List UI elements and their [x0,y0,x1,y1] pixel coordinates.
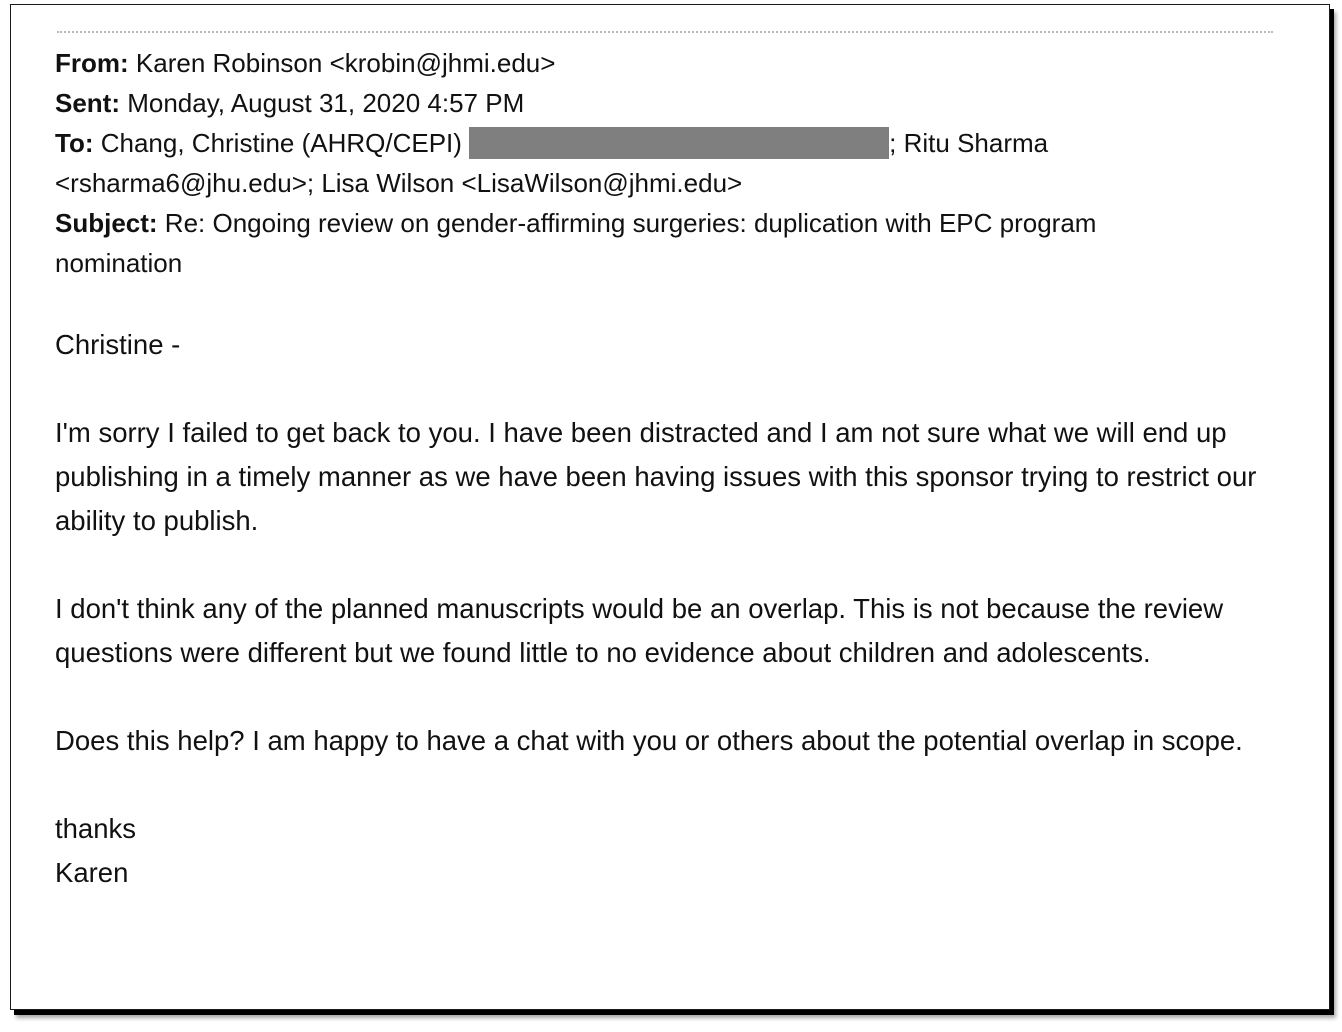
subject-row-continued: nomination [55,248,183,278]
closing: thanks [55,813,137,844]
header-divider [57,31,1273,33]
to-value-prefix: Chang, Christine (AHRQ/CEPI) [93,128,470,158]
paragraph-2: I don't think any of the planned manuscripts would be an overlap. This is not because the review questions were different but we found little to no evidence about children and adolescents. [55,593,1224,668]
subject-value: Re: Ongoing review on gender-affirming surgeries: duplication with EPC program [157,208,1097,238]
subject-row [55,203,1165,243]
to-row [55,123,1165,163]
signature: Karen [55,857,129,888]
to-label: To: [55,128,94,158]
to-value-suffix: ; Ritu Sharma [889,128,1049,158]
greeting: Christine - [55,329,181,360]
email-body [55,323,1285,895]
subject-label: Subject: [55,208,158,238]
sent-label: Sent: [55,88,120,118]
email-header [55,43,1165,283]
sent-value: Monday, August 31, 2020 4:57 PM [120,88,525,118]
from-label: From: [55,48,129,78]
signature-block [55,807,1285,895]
paragraph-1: I'm sorry I failed to get back to you. I have been distracted and I am not sure what we will end up publishing in a timely manner as we have been having issues with this sponsor trying to restrict our ability to publish. [55,417,1257,536]
from-value: Karen Robinson <krobin@jhmi.edu> [128,48,556,78]
sent-row [55,83,1165,123]
paragraph-3: Does this help? I am happy to have a chat with you or others about the potential overlap in scope. [55,725,1243,756]
email-document [10,4,1330,1010]
to-row-continued: <rsharma6@jhu.edu>; Lisa Wilson <LisaWilson@jhmi.edu> [55,168,743,198]
redaction-block [469,127,889,159]
from-row [55,43,1165,83]
